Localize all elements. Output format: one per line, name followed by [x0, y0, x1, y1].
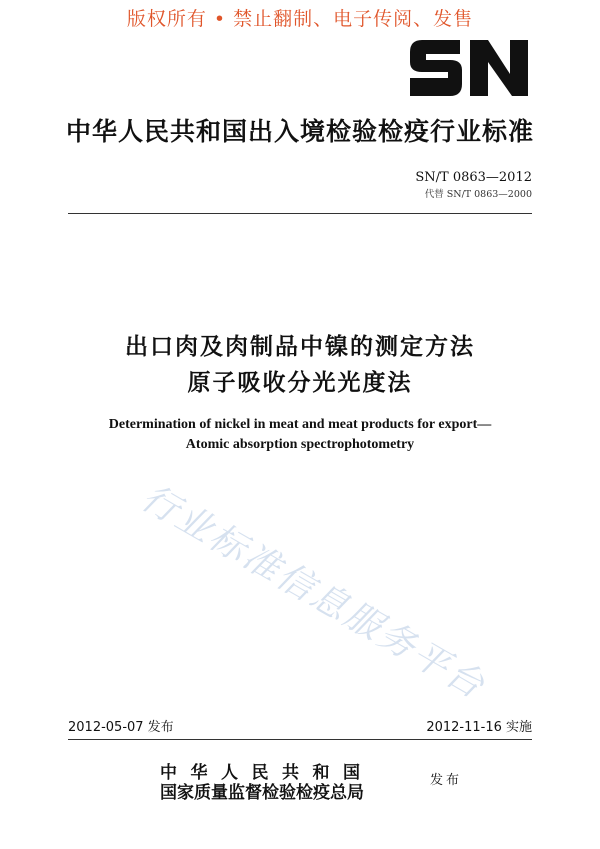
issuer-country: 中华人民共和国 — [160, 763, 374, 783]
standard-number: SN/T 0863—2012 — [415, 170, 532, 185]
sn-logo-graphic — [408, 38, 530, 98]
publish-label: 发布 — [430, 773, 463, 788]
copyright-notice: 版权所有 • 禁止翻制、电子传阅、发售 — [126, 8, 474, 30]
bottom-divider — [68, 739, 532, 740]
sn-logo — [408, 38, 530, 98]
watermark-text: 行业标准信息服务平台 — [134, 477, 493, 708]
title-en-line1: Determination of nickel in meat and meat products for export— — [108, 417, 492, 432]
issuer-block — [160, 758, 463, 803]
title-en-line2: Atomic absorption spectrophotometry — [185, 437, 415, 452]
standard-replaces: 代替 SN/T 0863—2000 — [424, 189, 532, 200]
implementation-date: 2012-11-16 实施 — [426, 720, 532, 735]
issue-date: 2012-05-07 发布 — [68, 720, 174, 735]
issuer-agency: 国家质量监督检验检疫总局 — [160, 783, 364, 803]
title-cn-line1: 出口肉及肉制品中镍的测定方法 — [125, 334, 475, 360]
title-cn-line2: 原子吸收分光光度法 — [187, 370, 413, 396]
top-divider — [68, 213, 532, 214]
standard-category: 中华人民共和国出入境检验检疫行业标准 — [65, 117, 534, 146]
